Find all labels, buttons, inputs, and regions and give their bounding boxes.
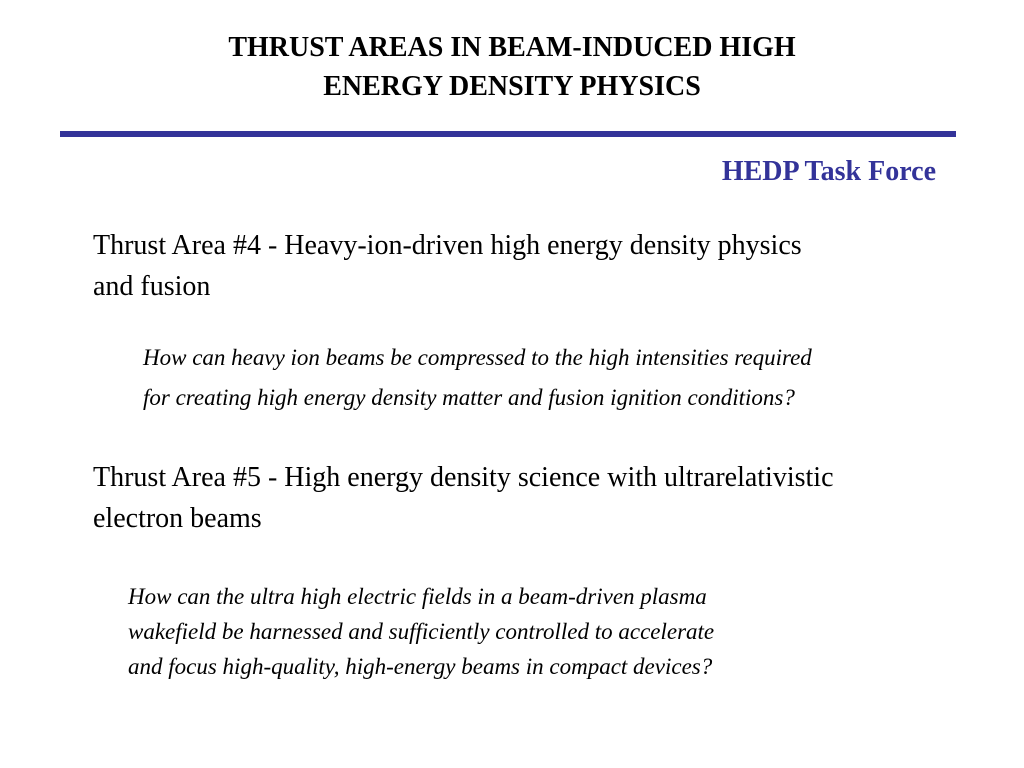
thrust-area-4-question: [143, 338, 812, 418]
thrust-area-5-question-line-2: wakefield be harnessed and sufficiently controlled to accelerate: [128, 619, 715, 644]
thrust-area-4-question-line-2: for creating high energy density matter and fusion ignition conditions?: [143, 385, 795, 410]
thrust-area-5-heading-line-1: Thrust Area #5 - High energy density science with ultrarelativistic: [93, 462, 834, 493]
thrust-area-4-heading: [93, 225, 802, 307]
slide-subtitle: HEDP Task Force: [721, 156, 936, 187]
title-divider: [60, 131, 956, 137]
slide-title: [0, 28, 1024, 106]
thrust-area-5-heading-line-2: electron beams: [93, 503, 262, 534]
thrust-area-5-question: [128, 579, 714, 684]
thrust-area-4-question-line-1: How can heavy ion beams be compressed to the high intensities required: [143, 345, 812, 370]
thrust-area-4-heading-line-2: and fusion: [93, 271, 211, 302]
slide-title-line-1: THRUST AREAS IN BEAM-INDUCED HIGH: [228, 32, 796, 63]
thrust-area-5-heading: [93, 457, 834, 539]
thrust-area-5-question-line-3: and focus high-quality, high-energy beams in compact devices?: [128, 654, 713, 679]
thrust-area-4-heading-line-1: Thrust Area #4 - Heavy-ion-driven high energy density physics: [93, 230, 802, 261]
thrust-area-5-question-line-1: How can the ultra high electric fields in a beam-driven plasma: [128, 584, 707, 609]
slide-title-line-2: ENERGY DENSITY PHYSICS: [323, 71, 701, 102]
